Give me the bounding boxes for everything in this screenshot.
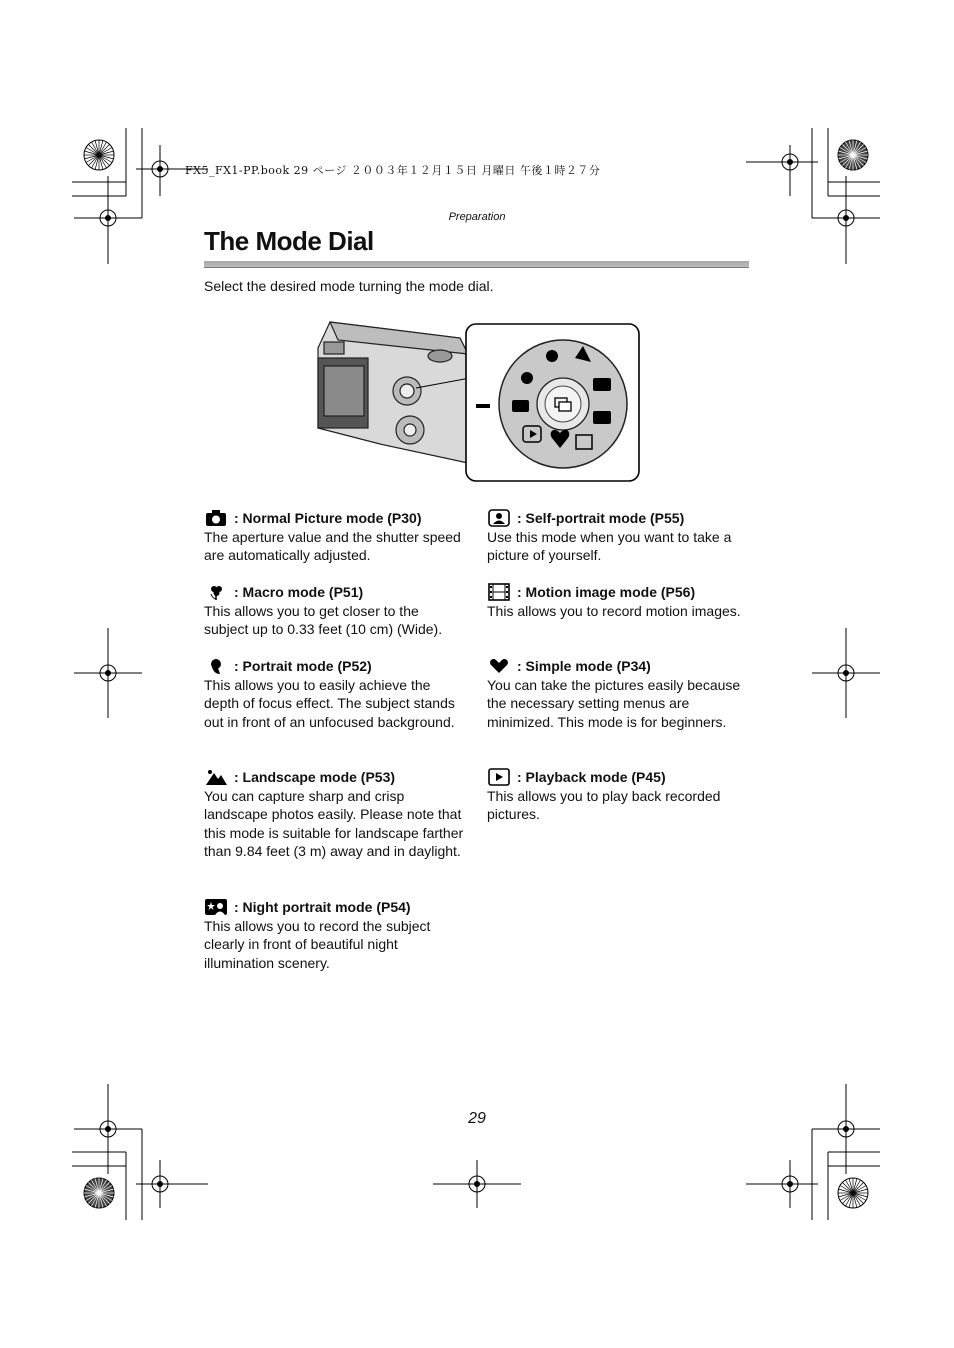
mode-description: This allows you to easily achieve the depth of focus effect. The subject stands out in front of an unfocused background. (204, 676, 455, 730)
mode-title: : Macro mode (P51) (234, 584, 364, 600)
mode-title: : Landscape mode (P53) (234, 769, 396, 785)
mode-entry-macro (204, 583, 466, 639)
mode-description: You can capture sharp and crisp landscape photos easily. Please note that this mode is suitable for landscape farther than 9.84 feet (3 m) away and in daylight. (204, 787, 464, 859)
camera-mode-dial-illustration (310, 318, 645, 486)
mode-entry-playback (487, 768, 749, 824)
night-portrait-icon (204, 898, 228, 916)
mode-entry-night-portrait (204, 898, 466, 972)
mode-entry-portrait (204, 657, 466, 731)
mode-title: : Playback mode (P45) (517, 769, 666, 785)
macro-flower-icon (204, 583, 228, 601)
mode-title: : Portrait mode (P52) (234, 658, 372, 674)
mode-description: This allows you to record the subject clearly in front of beautiful night illumination scenery. (204, 917, 431, 971)
page-number: 29 (468, 1110, 486, 1127)
mode-title: : Night portrait mode (P54) (234, 899, 411, 915)
mode-title: : Normal Picture mode (P30) (234, 510, 422, 526)
self-portrait-icon (487, 509, 511, 527)
heart-icon (487, 657, 511, 675)
mode-title: : Self-portrait mode (P55) (517, 510, 685, 526)
mode-entry-normal-picture (204, 509, 466, 565)
mode-description: This allows you to play back recorded pictures. (487, 787, 721, 822)
portrait-icon (204, 657, 228, 675)
camera-icon (204, 509, 228, 527)
page-title: The Mode Dial (204, 226, 374, 256)
mode-description: This allows you to get closer to the subject up to 0.33 feet (10 cm) (Wide). (204, 602, 443, 637)
section-label: Preparation (448, 211, 506, 223)
mode-title: : Simple mode (P34) (517, 658, 651, 674)
mode-entry-self-portrait (487, 509, 749, 565)
mode-description: This allows you to record motion images. (487, 602, 741, 619)
film-icon (487, 583, 511, 601)
play-icon (487, 768, 511, 786)
mode-entry-simple (487, 657, 749, 731)
mode-description: The aperture value and the shutter speed are automatically adjusted. (204, 528, 461, 563)
mode-description: Use this mode when you want to take a picture of yourself. (487, 528, 732, 563)
title-rule (204, 261, 749, 268)
landscape-mountain-icon (204, 768, 228, 786)
mode-entry-motion-image (487, 583, 749, 620)
intro-text: Select the desired mode turning the mode dial. (204, 278, 494, 294)
print-header-stamp: FX5_FX1-PP.book 29 ページ ２００３年１２月１５日 月曜日 午後１時２７分 (185, 164, 601, 177)
mode-title: : Motion image mode (P56) (517, 584, 696, 600)
mode-description: You can take the pictures easily because the necessary setting menus are minimized. This mode is for beginners. (487, 676, 741, 730)
mode-entry-landscape (204, 768, 466, 861)
